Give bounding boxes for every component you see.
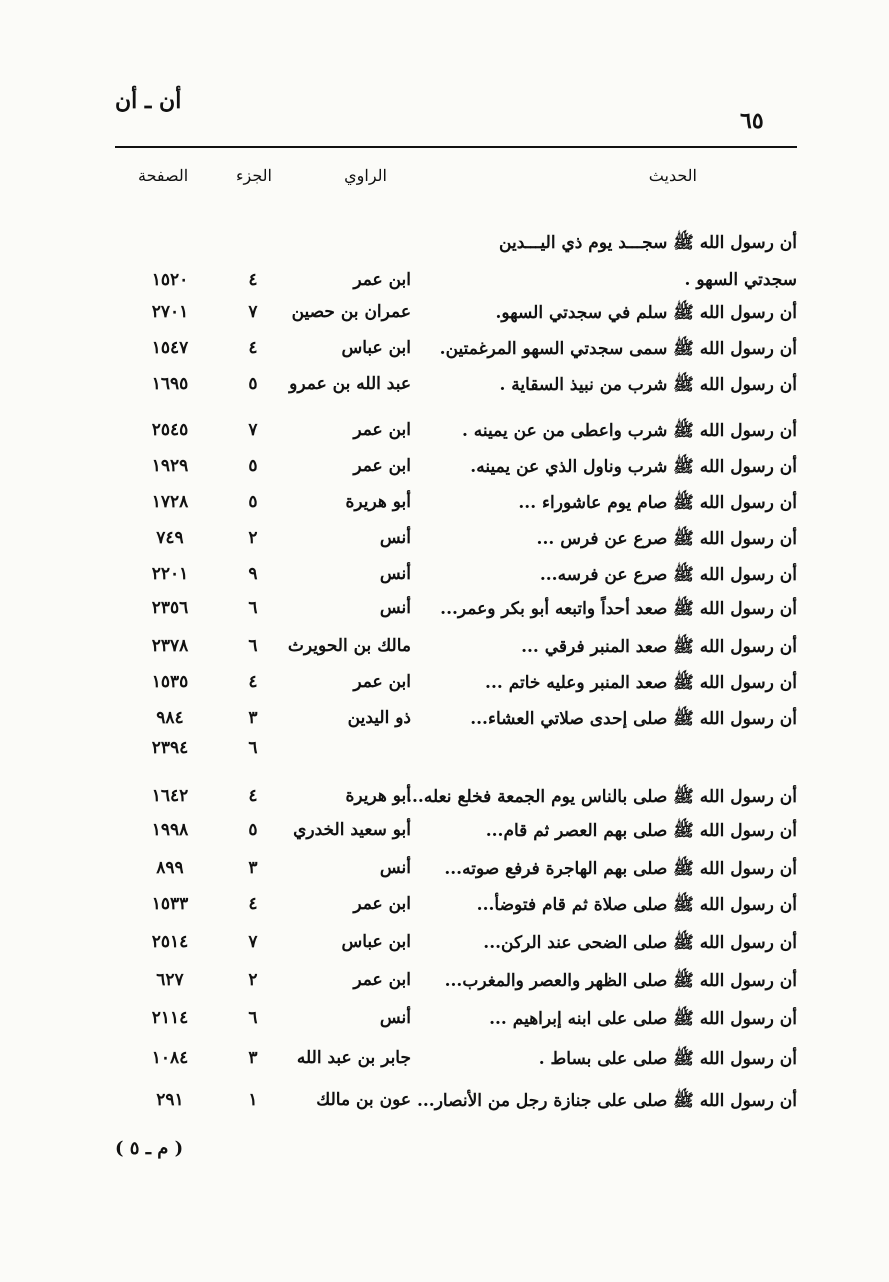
narrator-name: جابر بن عبد الله xyxy=(296,1048,411,1068)
volume-number: ٦ xyxy=(248,738,258,758)
narrator-name: ابن عمر xyxy=(353,970,411,990)
narrator-name: مالك بن الحويرث xyxy=(287,636,411,656)
narrator-name: ابن عمر xyxy=(353,456,411,476)
page-reference: ٢٥١٤ xyxy=(151,932,189,952)
narrator-name: أنس xyxy=(379,1008,411,1028)
volume-number: ٦ xyxy=(248,1008,258,1028)
hadith-text: سجدتي السهو . xyxy=(684,270,797,290)
narrator-name: ابن عمر xyxy=(353,672,411,692)
hadith-text: أن رسول الله ﷺ صلى على جنازة رجل من الأنصار... xyxy=(416,1091,797,1111)
table-row xyxy=(0,492,889,522)
hadith-text: أن رسول الله ﷺ صرع عن فرسه... xyxy=(539,565,797,585)
table-row xyxy=(0,932,889,962)
table-row xyxy=(0,820,889,850)
column-header-page: الصفحة xyxy=(138,166,189,185)
table-row xyxy=(0,232,889,262)
page-reference: ٢٢٠١ xyxy=(151,564,189,584)
page-reference: ٧٤٩ xyxy=(156,528,184,548)
page-number: ٦٥ xyxy=(740,108,764,134)
narrator-name: أنس xyxy=(379,858,411,878)
page-reference: ١٥٤٧ xyxy=(151,338,189,358)
page-reference: ٢٥٤٥ xyxy=(151,420,189,440)
page-reference: ١٩٩٨ xyxy=(151,820,189,840)
volume-number: ٩ xyxy=(248,564,258,584)
table-row xyxy=(0,786,889,816)
volume-number: ٣ xyxy=(248,858,258,878)
volume-number: ٥ xyxy=(248,820,258,840)
column-header-narrator: الراوي xyxy=(344,166,387,185)
volume-number: ٤ xyxy=(248,672,258,692)
narrator-name: ذو اليدين xyxy=(347,708,411,728)
table-row xyxy=(0,456,889,486)
table-row xyxy=(0,1048,889,1078)
table-row xyxy=(0,374,889,404)
page-reference: ٢٣٩٤ xyxy=(151,738,189,758)
narrator-name: ابن عمر xyxy=(353,420,411,440)
hadith-text: أن رسول الله ﷺ صلى الظهر والعصر والمغرب... xyxy=(444,971,797,991)
narrator-name: عبد الله بن عمرو xyxy=(289,374,411,394)
volume-number: ٤ xyxy=(248,338,258,358)
signature-mark: ( م ـ ٥ ) xyxy=(115,1138,184,1159)
page-reference: ١٦٩٥ xyxy=(151,374,189,394)
table-row xyxy=(0,420,889,450)
hadith-text: أن رسول الله ﷺ صلى بهم العصر ثم قام... xyxy=(485,821,797,841)
page-reference: ٢٣٧٨ xyxy=(151,636,189,656)
table-row xyxy=(0,894,889,924)
page-reference: ١٧٢٨ xyxy=(151,492,189,512)
volume-number: ٦ xyxy=(248,598,258,618)
page-reference: ١٥٣٣ xyxy=(151,894,189,914)
table-row xyxy=(0,636,889,666)
table-row xyxy=(0,858,889,888)
narrator-name: ابن عمر xyxy=(353,270,411,290)
hadith-text: أن رسول الله ﷺ سجـــد يوم ذي اليـــدين xyxy=(499,233,797,253)
table-row xyxy=(0,708,889,738)
volume-number: ٤ xyxy=(248,270,258,290)
narrator-name: ابن عباس xyxy=(341,338,411,358)
hadith-text: أن رسول الله ﷺ صلى بالناس يوم الجمعة فخلع نعله... xyxy=(406,787,797,807)
volume-number: ٧ xyxy=(248,932,258,952)
hadith-text: أن رسول الله ﷺ صلى على بساط . xyxy=(538,1049,797,1069)
narrator-name: أنس xyxy=(379,564,411,584)
narrator-name: ابن عمر xyxy=(353,894,411,914)
narrator-name: عون بن مالك xyxy=(316,1090,411,1110)
narrator-name: أبو هريرة xyxy=(345,492,411,512)
hadith-text: أن رسول الله ﷺ سلم في سجدتي السهو. xyxy=(495,303,797,323)
page-reference: ١٠٨٤ xyxy=(151,1048,189,1068)
table-row xyxy=(0,598,889,628)
table-row xyxy=(0,528,889,558)
page-reference: ٢٩١ xyxy=(156,1090,184,1110)
volume-number: ٤ xyxy=(248,894,258,914)
hadith-text: أن رسول الله ﷺ صعد أحداً واتبعه أبو بكر وعمر... xyxy=(440,599,797,619)
volume-number: ٦ xyxy=(248,636,258,656)
volume-number: ٥ xyxy=(248,456,258,476)
running-header-title: أن ـ أن xyxy=(115,88,182,114)
page-reference: ٦٢٧ xyxy=(156,970,184,990)
narrator-name: أبو هريرة xyxy=(345,786,411,806)
table-row xyxy=(0,738,889,768)
page-reference: ٢١١٤ xyxy=(151,1008,189,1028)
hadith-text: أن رسول الله ﷺ صلى صلاة ثم قام فتوضأ... xyxy=(476,895,797,915)
hadith-text: أن رسول الله ﷺ صلى إحدى صلاتي العشاء... xyxy=(470,709,797,729)
narrator-name: عمران بن حصين xyxy=(291,302,411,322)
table-row xyxy=(0,302,889,332)
table-row xyxy=(0,270,889,300)
page-reference: ١٩٢٩ xyxy=(151,456,189,476)
header-rule xyxy=(115,146,797,148)
hadith-text: أن رسول الله ﷺ صعد المنبر وعليه خاتم ... xyxy=(485,673,797,693)
hadith-text: أن رسول الله ﷺ صلى على ابنه إبراهيم ... xyxy=(489,1009,797,1029)
table-row xyxy=(0,1008,889,1038)
table-row xyxy=(0,564,889,594)
hadith-text: أن رسول الله ﷺ شرب من نبيذ السقاية . xyxy=(499,375,797,395)
hadith-text: أن رسول الله ﷺ صلى الضحى عند الركن... xyxy=(483,933,797,953)
page-reference: ٢٧٠١ xyxy=(151,302,189,322)
volume-number: ٢ xyxy=(248,528,258,548)
table-row xyxy=(0,970,889,1000)
volume-number: ١ xyxy=(248,1090,258,1110)
hadith-text: أن رسول الله ﷺ صعد المنبر فرقي ... xyxy=(521,637,797,657)
page-reference: ١٥٢٠ xyxy=(151,270,189,290)
table-row xyxy=(0,1090,889,1120)
narrator-name: أنس xyxy=(379,598,411,618)
column-header-part: الجزء xyxy=(236,166,272,185)
narrator-name: أبو سعيد الخدري xyxy=(293,820,411,840)
table-row xyxy=(0,338,889,368)
hadith-text: أن رسول الله ﷺ صرع عن فرس ... xyxy=(536,529,797,549)
column-header-hadith: الحديث xyxy=(648,166,697,185)
narrator-name: أنس xyxy=(379,528,411,548)
volume-number: ٣ xyxy=(248,708,258,728)
table-row xyxy=(0,672,889,702)
page-reference: ١٦٤٢ xyxy=(151,786,189,806)
hadith-text: أن رسول الله ﷺ شرب وناول الذي عن يمينه. xyxy=(470,457,797,477)
volume-number: ٥ xyxy=(248,492,258,512)
hadith-text: أن رسول الله ﷺ صلى بهم الهاجرة فرفع صوته... xyxy=(444,859,797,879)
page-reference: ٨٩٩ xyxy=(156,858,184,878)
page-reference: ٢٣٥٦ xyxy=(151,598,189,618)
volume-number: ٢ xyxy=(248,970,258,990)
page-reference: ١٥٣٥ xyxy=(151,672,189,692)
volume-number: ٥ xyxy=(248,374,258,394)
hadith-text: أن رسول الله ﷺ شرب واعطى من عن يمينه . xyxy=(461,421,797,441)
hadith-text: أن رسول الله ﷺ صام يوم عاشوراء ... xyxy=(518,493,797,513)
page-reference: ٩٨٤ xyxy=(156,708,184,728)
volume-number: ٣ xyxy=(248,1048,258,1068)
hadith-text: أن رسول الله ﷺ سمى سجدتي السهو المرغمتين. xyxy=(439,339,797,359)
volume-number: ٤ xyxy=(248,786,258,806)
volume-number: ٧ xyxy=(248,420,258,440)
narrator-name: ابن عباس xyxy=(341,932,411,952)
volume-number: ٧ xyxy=(248,302,258,322)
